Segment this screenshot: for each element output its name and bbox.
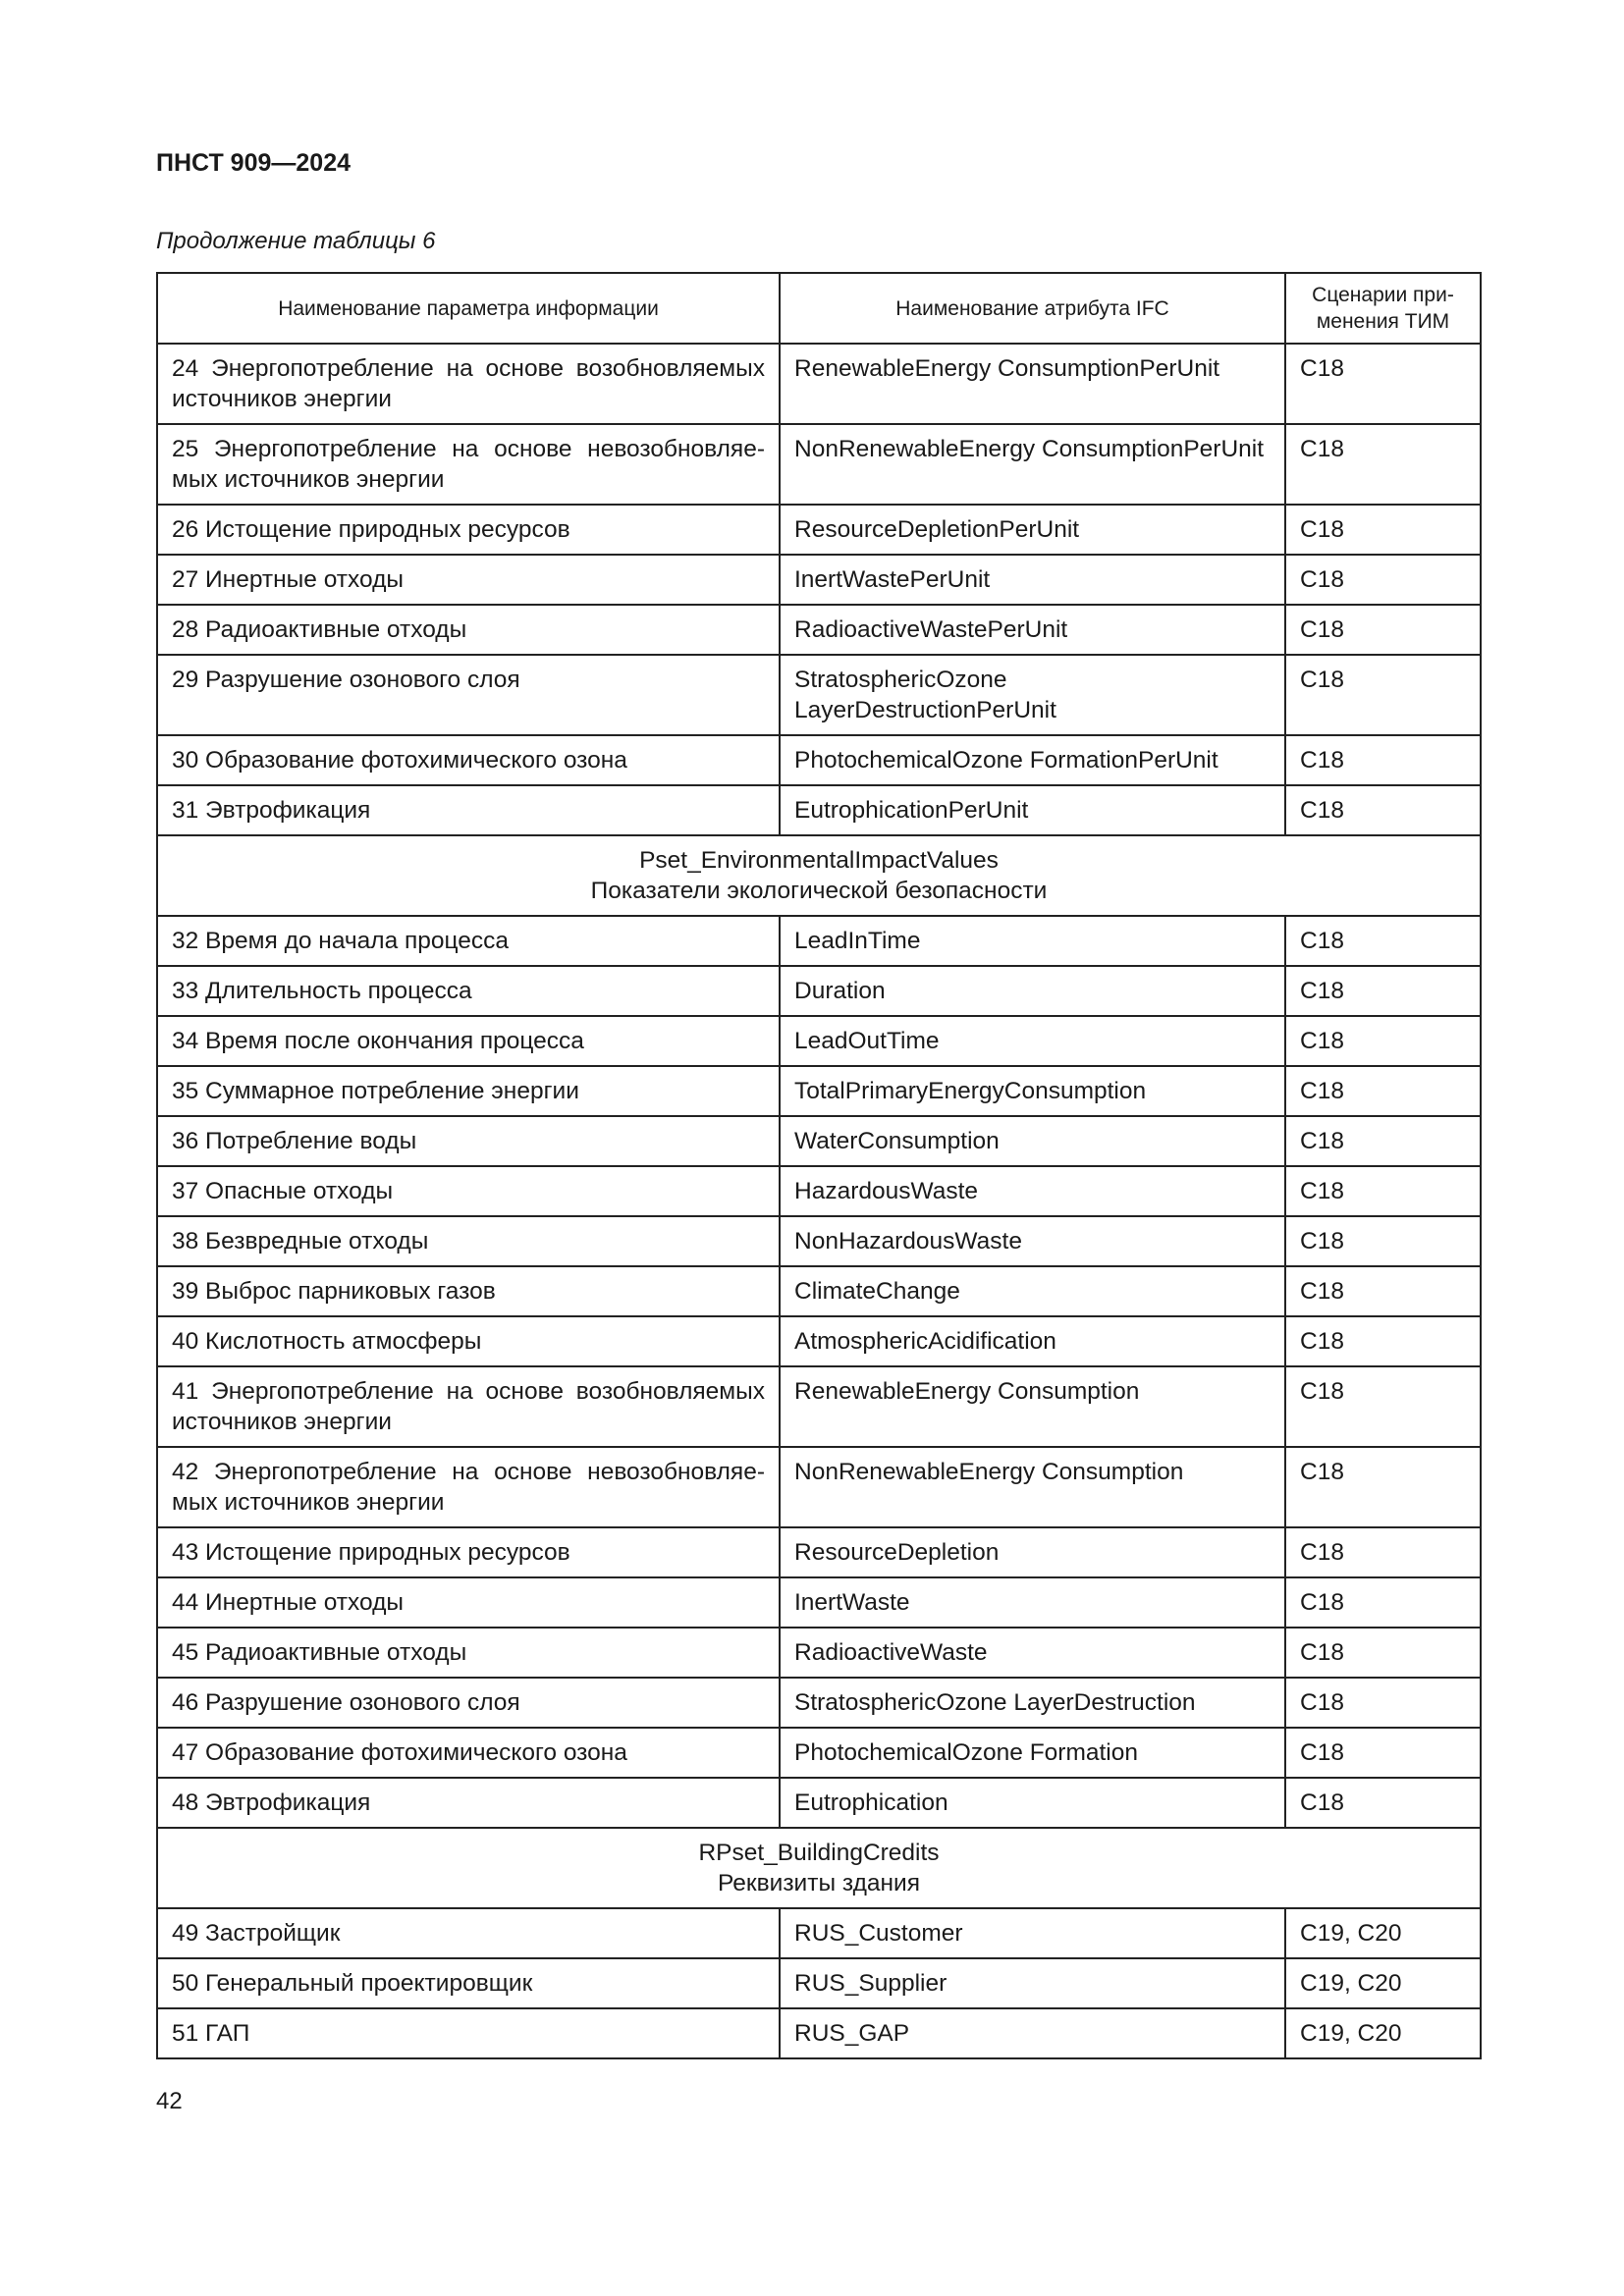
parameter-name: 31 Эвтрофикация (172, 797, 371, 824)
section-title (157, 835, 1481, 916)
table-row (157, 735, 1481, 785)
parameters-table (156, 272, 1482, 2059)
parameter-name: 44 Инертные отходы (172, 1589, 404, 1616)
scenario-cell: С18 (1285, 1016, 1481, 1066)
ifc-attribute-cell: LeadOutTime (780, 1016, 1285, 1066)
parameter-cell (157, 1628, 780, 1678)
scenario-cell: С18 (1285, 1316, 1481, 1366)
table-row (157, 1778, 1481, 1828)
parameter-name: 45 Радиоактивные отходы (172, 1639, 467, 1666)
ifc-attribute-cell: Duration (780, 966, 1285, 1016)
column-header-ifc-attribute: Наименование атрибута IFC (780, 273, 1285, 344)
scenario-cell: С19, С20 (1285, 2008, 1481, 2058)
ifc-attribute-cell: PhotochemicalOzone FormationPerUnit (780, 735, 1285, 785)
scenario-cell: С18 (1285, 1266, 1481, 1316)
parameter-cell (157, 1908, 780, 1958)
table-body (157, 344, 1481, 2058)
ifc-attribute-cell: NonHazardousWaste (780, 1216, 1285, 1266)
parameter-name: 24 Энергопотребление на основе возобновляемых источников энергии (172, 355, 765, 412)
table-row (157, 785, 1481, 835)
parameter-cell (157, 916, 780, 966)
table-row (157, 1016, 1481, 1066)
scenario-cell: С18 (1285, 1116, 1481, 1166)
ifc-attribute-cell: WaterConsumption (780, 1116, 1285, 1166)
scenario-cell: С18 (1285, 1728, 1481, 1778)
parameter-cell (157, 1958, 780, 2008)
parameter-cell (157, 1066, 780, 1116)
parameter-name: 32 Время до начала процесса (172, 928, 510, 954)
table-row (157, 1908, 1481, 1958)
parameter-name: 37 Опасные отходы (172, 1178, 394, 1204)
scenario-cell: С18 (1285, 344, 1481, 424)
ifc-attribute-cell: LeadInTime (780, 916, 1285, 966)
parameter-name: 48 Эвтрофикация (172, 1789, 371, 1816)
ifc-attribute-cell: AtmosphericAcidification (780, 1316, 1285, 1366)
table-row (157, 555, 1481, 605)
scenario-cell: С18 (1285, 1628, 1481, 1678)
table-row (157, 1266, 1481, 1316)
parameter-name: 30 Образование фотохимического озона (172, 747, 627, 774)
parameter-cell (157, 1016, 780, 1066)
section-pset-name: Pset_EnvironmentalImpactValues (639, 847, 999, 874)
parameter-cell (157, 1678, 780, 1728)
parameter-cell (157, 655, 780, 735)
scenario-cell: С18 (1285, 1066, 1481, 1116)
parameter-cell (157, 424, 780, 505)
ifc-attribute-cell: RUS_GAP (780, 2008, 1285, 2058)
scenario-cell: С18 (1285, 555, 1481, 605)
scenario-cell: С18 (1285, 966, 1481, 1016)
ifc-attribute-cell: TotalPrimaryEnergyConsumption (780, 1066, 1285, 1116)
parameter-cell (157, 505, 780, 555)
table-row (157, 1216, 1481, 1266)
scenario-cell: С18 (1285, 1366, 1481, 1447)
parameter-name: 38 Безвредные отходы (172, 1228, 429, 1255)
parameter-name: 29 Разрушение озонового слоя (172, 667, 520, 693)
scenario-cell: С18 (1285, 1778, 1481, 1828)
parameter-cell (157, 1216, 780, 1266)
table-section-row (157, 1828, 1481, 1908)
scenario-cell: С18 (1285, 1447, 1481, 1527)
table-row (157, 966, 1481, 1016)
parameter-name: 25 Энергопотребление на основе невозобновляемых источников энергии (172, 436, 765, 493)
ifc-attribute-cell: RadioactiveWaste (780, 1628, 1285, 1678)
parameter-name: 39 Выброс парниковых газов (172, 1278, 496, 1305)
column-header-parameter: Наименование параметра информации (157, 273, 780, 344)
parameter-cell (157, 785, 780, 835)
parameter-name: 41 Энергопотребление на основе возобновляемых источников энергии (172, 1378, 765, 1435)
parameter-cell (157, 1728, 780, 1778)
table-row (157, 1116, 1481, 1166)
ifc-attribute-cell: PhotochemicalOzone Formation (780, 1728, 1285, 1778)
parameter-cell (157, 1778, 780, 1828)
scenario-cell: С18 (1285, 1216, 1481, 1266)
parameter-cell (157, 2008, 780, 2058)
parameter-cell (157, 1266, 780, 1316)
ifc-attribute-cell: ClimateChange (780, 1266, 1285, 1316)
scenario-cell: С18 (1285, 505, 1481, 555)
table-row (157, 2008, 1481, 2058)
table-row (157, 1316, 1481, 1366)
column-header-scenarios-text: Сценарии при- менения ТИМ (1312, 284, 1454, 333)
scenario-cell: С19, С20 (1285, 1958, 1481, 2008)
parameter-name: 35 Суммарное потребление энергии (172, 1078, 579, 1104)
table-row (157, 424, 1481, 505)
parameter-name: 47 Образование фотохимического озона (172, 1739, 627, 1766)
ifc-attribute-cell: StratosphericOzone LayerDestruction (780, 1678, 1285, 1728)
parameter-name: 28 Радиоактивные отходы (172, 616, 467, 643)
section-description: Реквизиты здания (718, 1870, 920, 1896)
parameter-name: 49 Застройщик (172, 1920, 341, 1947)
table-row (157, 1628, 1481, 1678)
table-row (157, 655, 1481, 735)
section-description: Показатели экологической безопасности (590, 878, 1048, 904)
parameter-name: 26 Истощение природных ресурсов (172, 516, 570, 543)
parameter-cell (157, 555, 780, 605)
ifc-attribute-cell: HazardousWaste (780, 1166, 1285, 1216)
table-row (157, 1366, 1481, 1447)
parameter-name: 36 Потребление воды (172, 1128, 417, 1154)
scenario-cell: С18 (1285, 424, 1481, 505)
scenario-cell: С18 (1285, 916, 1481, 966)
ifc-attribute-cell: InertWastePerUnit (780, 555, 1285, 605)
table-row (157, 1066, 1481, 1116)
parameter-name: 50 Генеральный проектировщик (172, 1970, 533, 1997)
ifc-attribute-cell: NonRenewableEnergy Consumption (780, 1447, 1285, 1527)
scenario-cell: С18 (1285, 1166, 1481, 1216)
section-title (157, 1828, 1481, 1908)
table-row (157, 344, 1481, 424)
ifc-attribute-cell: ResourceDepletionPerUnit (780, 505, 1285, 555)
ifc-attribute-cell: ResourceDepletion (780, 1527, 1285, 1577)
parameter-name: 34 Время после окончания процесса (172, 1028, 584, 1054)
parameter-name: 40 Кислотность атмосферы (172, 1328, 482, 1355)
ifc-attribute-cell: RenewableEnergy Consumption (780, 1366, 1285, 1447)
parameter-name: 46 Разрушение озонового слоя (172, 1689, 520, 1716)
table-row (157, 1958, 1481, 2008)
table-header-row (157, 273, 1481, 344)
table-row (157, 1447, 1481, 1527)
parameter-cell (157, 1166, 780, 1216)
parameter-cell (157, 1116, 780, 1166)
scenario-cell: С18 (1285, 785, 1481, 835)
table-caption: Продолжение таблицы 6 (156, 228, 436, 254)
scenario-cell: С18 (1285, 1577, 1481, 1628)
scenario-cell: С18 (1285, 605, 1481, 655)
parameter-cell (157, 1316, 780, 1366)
ifc-attribute-cell: EutrophicationPerUnit (780, 785, 1285, 835)
table-row (157, 1678, 1481, 1728)
parameter-name: 43 Истощение природных ресурсов (172, 1539, 570, 1566)
parameter-cell (157, 1527, 780, 1577)
parameter-cell (157, 344, 780, 424)
ifc-attribute-cell: InertWaste (780, 1577, 1285, 1628)
parameter-name: 51 ГАП (172, 2020, 250, 2047)
table-row (157, 1166, 1481, 1216)
parameter-cell (157, 966, 780, 1016)
ifc-attribute-cell: NonRenewableEnergy ConsumptionPerUnit (780, 424, 1285, 505)
ifc-attribute-cell: Eutrophication (780, 1778, 1285, 1828)
table-row (157, 1728, 1481, 1778)
parameter-cell (157, 1366, 780, 1447)
scenario-cell: С19, С20 (1285, 1908, 1481, 1958)
page-number: 42 (156, 2088, 183, 2114)
ifc-attribute-cell: RUS_Customer (780, 1908, 1285, 1958)
ifc-attribute-cell: RenewableEnergy ConsumptionPerUnit (780, 344, 1285, 424)
parameter-cell (157, 1447, 780, 1527)
column-header-scenarios (1285, 273, 1481, 344)
document-code: ПНСТ 909—2024 (156, 149, 351, 177)
table-row (157, 916, 1481, 966)
scenario-cell: С18 (1285, 735, 1481, 785)
ifc-attribute-cell: StratosphericOzone LayerDestructionPerUnit (780, 655, 1285, 735)
scenario-cell: С18 (1285, 1527, 1481, 1577)
scenario-cell: С18 (1285, 655, 1481, 735)
parameter-cell (157, 735, 780, 785)
table-row (157, 605, 1481, 655)
parameter-cell (157, 605, 780, 655)
ifc-attribute-cell: RadioactiveWastePerUnit (780, 605, 1285, 655)
table-row (157, 1577, 1481, 1628)
parameter-name: 42 Энергопотребление на основе невозобновляемых источников энергии (172, 1459, 765, 1516)
ifc-attribute-cell: RUS_Supplier (780, 1958, 1285, 2008)
section-pset-name: RPset_BuildingCredits (698, 1840, 940, 1866)
table-section-row (157, 835, 1481, 916)
parameter-name: 33 Длительность процесса (172, 978, 472, 1004)
parameter-name: 27 Инертные отходы (172, 566, 404, 593)
table-row (157, 1527, 1481, 1577)
scenario-cell: С18 (1285, 1678, 1481, 1728)
parameter-cell (157, 1577, 780, 1628)
table-row (157, 505, 1481, 555)
